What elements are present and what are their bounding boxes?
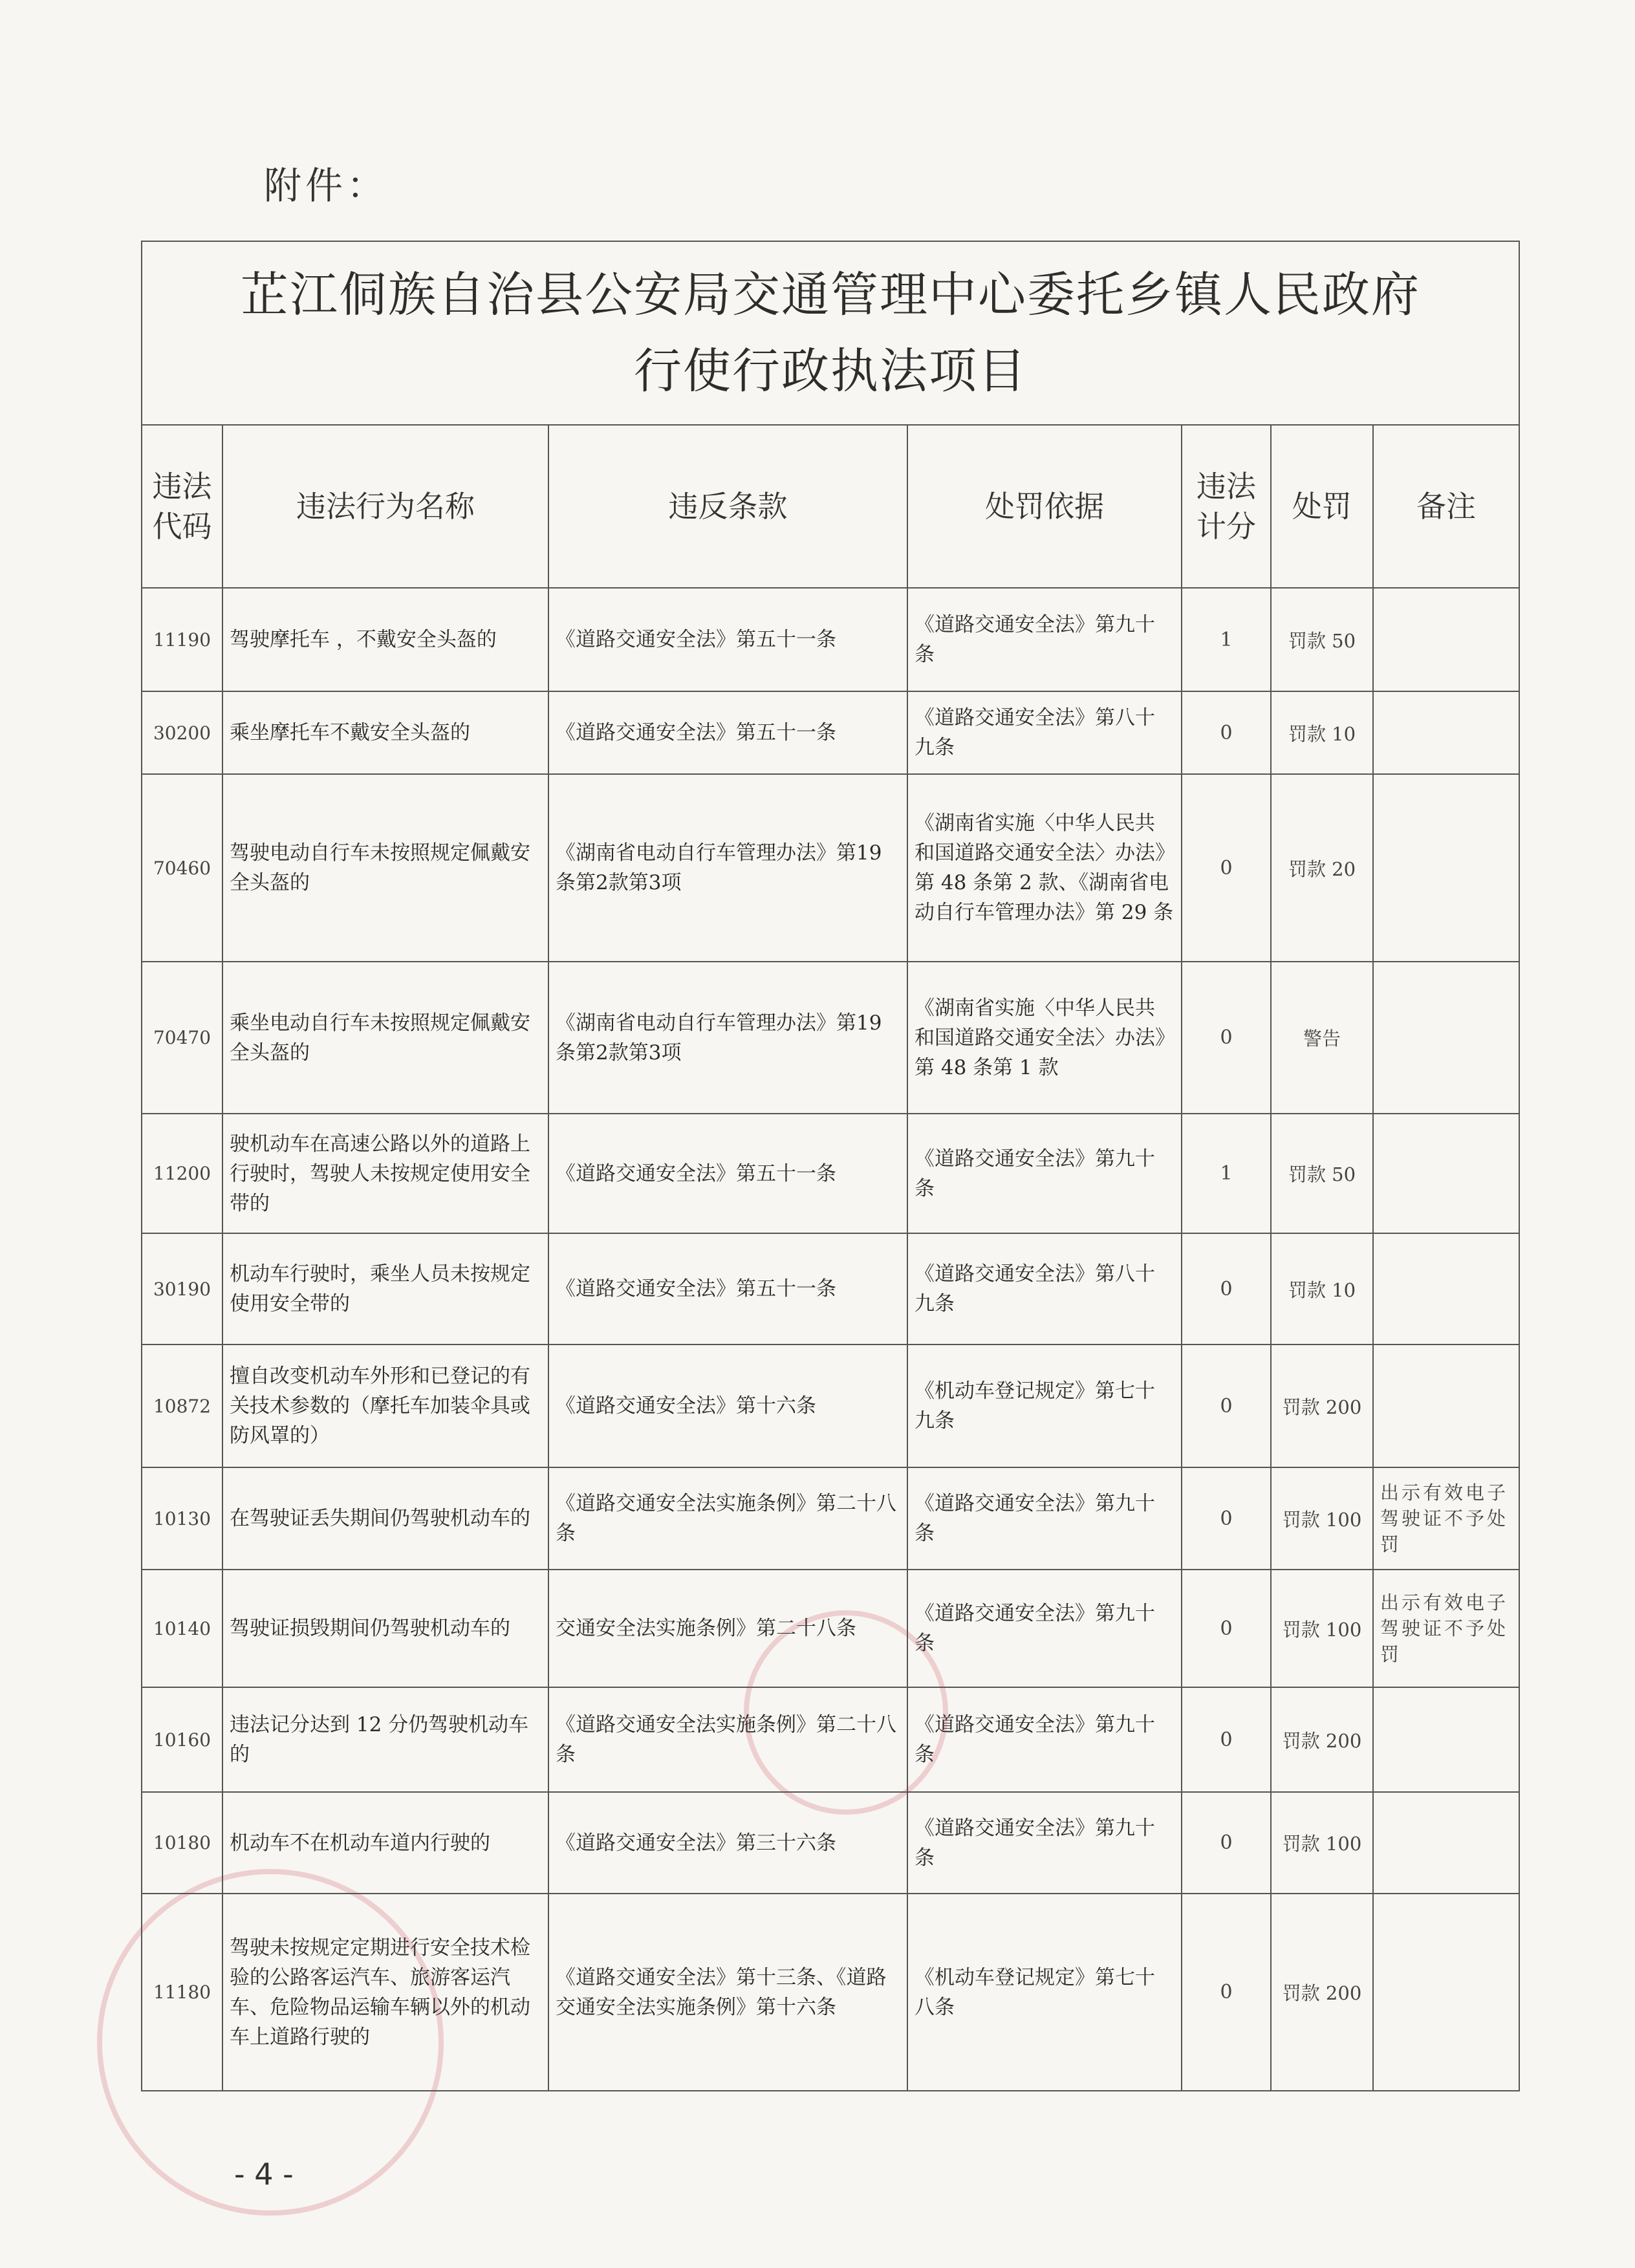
cell-code: 10180	[142, 1792, 222, 1894]
cell-penalty: 罚款 200	[1271, 1894, 1373, 2091]
cell-code: 30200	[142, 691, 222, 774]
attachment-label: 附件：	[264, 164, 389, 208]
cell-violated-clause: 《道路交通安全法》第五十一条	[548, 691, 907, 774]
table-row	[142, 1792, 1519, 1894]
cell-penalty-basis: 《道路交通安全法》第八十九条	[907, 1233, 1182, 1345]
col-header-basis: 处罚依据	[907, 425, 1182, 588]
cell-violated-clause: 《道路交通安全法》第五十一条	[548, 588, 907, 691]
cell-penalty-basis: 《道路交通安全法》第九十条	[907, 1792, 1182, 1894]
cell-violated-clause: 《湖南省电动自行车管理办法》第19条第2款第3项	[548, 962, 907, 1114]
table-title-line-1: 芷江侗族自治县公安局交通管理中心委托乡镇人民政府	[241, 267, 1421, 323]
table-row	[142, 1233, 1519, 1345]
cell-points: 0	[1182, 1894, 1271, 2091]
cell-penalty-basis: 《道路交通安全法》第九十条	[907, 1114, 1182, 1233]
cell-violated-clause: 交通安全法实施条例》第二十八条	[548, 1570, 907, 1687]
table-row	[142, 1570, 1519, 1687]
cell-violated-clause: 《道路交通安全法实施条例》第二十八条	[548, 1467, 907, 1570]
table-row	[142, 691, 1519, 774]
enforcement-items-table	[141, 241, 1520, 2091]
col-header-penalty: 处罚	[1271, 425, 1373, 588]
table-row	[142, 962, 1519, 1114]
cell-penalty-basis: 《湖南省实施〈中华人民共和国道路交通安全法〉办法》第 48 条第 1 款	[907, 962, 1182, 1114]
cell-violation-name: 驾驶未按规定定期进行安全技术检验的公路客运汽车、旅游客运汽车、危险物品运输车辆以外的机动车上道路行驶的	[222, 1894, 548, 2091]
table-title-line-2: 行使行政执法项目	[634, 343, 1028, 399]
cell-penalty-basis: 《道路交通安全法》第九十条	[907, 1687, 1182, 1792]
table-row	[142, 774, 1519, 962]
cell-violated-clause: 《道路交通安全法》第十六条	[548, 1345, 907, 1467]
cell-note	[1373, 1687, 1519, 1792]
cell-penalty: 罚款 20	[1271, 774, 1373, 962]
cell-violated-clause: 《道路交通安全法》第五十一条	[548, 1233, 907, 1345]
cell-penalty-basis: 《湖南省实施〈中华人民共和国道路交通安全法〉办法》第 48 条第 2 款、《湖南省电动自行车管理办法》第 29 条	[907, 774, 1182, 962]
cell-code: 11180	[142, 1894, 222, 2091]
table-header-row	[142, 425, 1519, 588]
cell-penalty: 罚款 100	[1271, 1792, 1373, 1894]
cell-penalty: 罚款 200	[1271, 1687, 1373, 1792]
cell-violation-name: 驶机动车在高速公路以外的道路上行驶时，驾驶人未按规定使用安全带的	[222, 1114, 548, 1233]
cell-violation-name: 乘坐摩托车不戴安全头盔的	[222, 691, 548, 774]
cell-code: 11190	[142, 588, 222, 691]
cell-violated-clause: 《湖南省电动自行车管理办法》第19条第2款第3项	[548, 774, 907, 962]
table-row	[142, 1345, 1519, 1467]
cell-note	[1373, 1345, 1519, 1467]
cell-violation-name: 驾驶电动自行车未按照规定佩戴安全头盔的	[222, 774, 548, 962]
cell-violated-clause: 《道路交通安全法》第三十六条	[548, 1792, 907, 1894]
cell-violation-name: 机动车行驶时，乘坐人员未按规定使用安全带的	[222, 1233, 548, 1345]
cell-code: 70460	[142, 774, 222, 962]
cell-points: 0	[1182, 1345, 1271, 1467]
cell-note	[1373, 1114, 1519, 1233]
table-row	[142, 1687, 1519, 1792]
page-number: - 4 -	[234, 2157, 294, 2192]
cell-note: 出示有效电子驾驶证不予处罚	[1373, 1467, 1519, 1570]
cell-code: 30190	[142, 1233, 222, 1345]
cell-violated-clause: 《道路交通安全法》第十三条、《道路交通安全法实施条例》第十六条	[548, 1894, 907, 2091]
table-title-row	[142, 241, 1519, 425]
cell-code: 10140	[142, 1570, 222, 1687]
cell-violation-name: 驾驶摩托车 ，不戴安全头盔的	[222, 588, 548, 691]
cell-note	[1373, 588, 1519, 691]
cell-violation-name: 违法记分达到 12 分仍驾驶机动车的	[222, 1687, 548, 1792]
cell-violated-clause: 《道路交通安全法实施条例》第二十八条	[548, 1687, 907, 1792]
table-row	[142, 1894, 1519, 2091]
cell-code: 10130	[142, 1467, 222, 1570]
cell-code: 10872	[142, 1345, 222, 1467]
cell-note	[1373, 774, 1519, 962]
cell-points: 0	[1182, 774, 1271, 962]
cell-note	[1373, 1894, 1519, 2091]
cell-points: 0	[1182, 691, 1271, 774]
cell-points: 0	[1182, 1233, 1271, 1345]
cell-points: 0	[1182, 962, 1271, 1114]
cell-code: 10160	[142, 1687, 222, 1792]
cell-penalty: 罚款 10	[1271, 691, 1373, 774]
cell-violation-name: 擅自改变机动车外形和已登记的有关技术参数的（摩托车加装伞具或防风罩的）	[222, 1345, 548, 1467]
cell-code: 70470	[142, 962, 222, 1114]
cell-violation-name: 乘坐电动自行车未按照规定佩戴安全头盔的	[222, 962, 548, 1114]
table-row	[142, 1114, 1519, 1233]
cell-violation-name: 在驾驶证丢失期间仍驾驶机动车的	[222, 1467, 548, 1570]
cell-penalty: 罚款 50	[1271, 1114, 1373, 1233]
cell-note	[1373, 1792, 1519, 1894]
cell-points: 0	[1182, 1570, 1271, 1687]
col-header-name: 违法行为名称	[222, 425, 548, 588]
cell-penalty: 警告	[1271, 962, 1373, 1114]
col-header-law: 违反条款	[548, 425, 907, 588]
cell-violated-clause: 《道路交通安全法》第五十一条	[548, 1114, 907, 1233]
cell-points: 0	[1182, 1687, 1271, 1792]
cell-penalty: 罚款 50	[1271, 588, 1373, 691]
cell-penalty-basis: 《机动车登记规定》第七十九条	[907, 1345, 1182, 1467]
cell-penalty: 罚款 200	[1271, 1345, 1373, 1467]
cell-note	[1373, 1233, 1519, 1345]
cell-penalty-basis: 《道路交通安全法》第九十条	[907, 1467, 1182, 1570]
cell-violation-name: 机动车不在机动车道内行驶的	[222, 1792, 548, 1894]
cell-note	[1373, 962, 1519, 1114]
cell-points: 1	[1182, 588, 1271, 691]
cell-code: 11200	[142, 1114, 222, 1233]
col-header-points: 违法计分	[1182, 425, 1271, 588]
cell-penalty-basis: 《道路交通安全法》第八十九条	[907, 691, 1182, 774]
cell-penalty: 罚款 10	[1271, 1233, 1373, 1345]
cell-points: 0	[1182, 1792, 1271, 1894]
cell-note	[1373, 691, 1519, 774]
col-header-code: 违法代码	[142, 425, 222, 588]
table-title	[142, 241, 1519, 425]
cell-note: 出示有效电子驾驶证不予处罚	[1373, 1570, 1519, 1687]
cell-penalty-basis: 《道路交通安全法》第九十条	[907, 588, 1182, 691]
cell-violation-name: 驾驶证损毁期间仍驾驶机动车的	[222, 1570, 548, 1687]
cell-penalty: 罚款 100	[1271, 1570, 1373, 1687]
col-header-note: 备注	[1373, 425, 1519, 588]
table-row	[142, 1467, 1519, 1570]
cell-penalty-basis: 《机动车登记规定》第七十八条	[907, 1894, 1182, 2091]
cell-points: 0	[1182, 1467, 1271, 1570]
cell-points: 1	[1182, 1114, 1271, 1233]
cell-penalty-basis: 《道路交通安全法》第九十条	[907, 1570, 1182, 1687]
cell-penalty: 罚款 100	[1271, 1467, 1373, 1570]
table-row	[142, 588, 1519, 691]
